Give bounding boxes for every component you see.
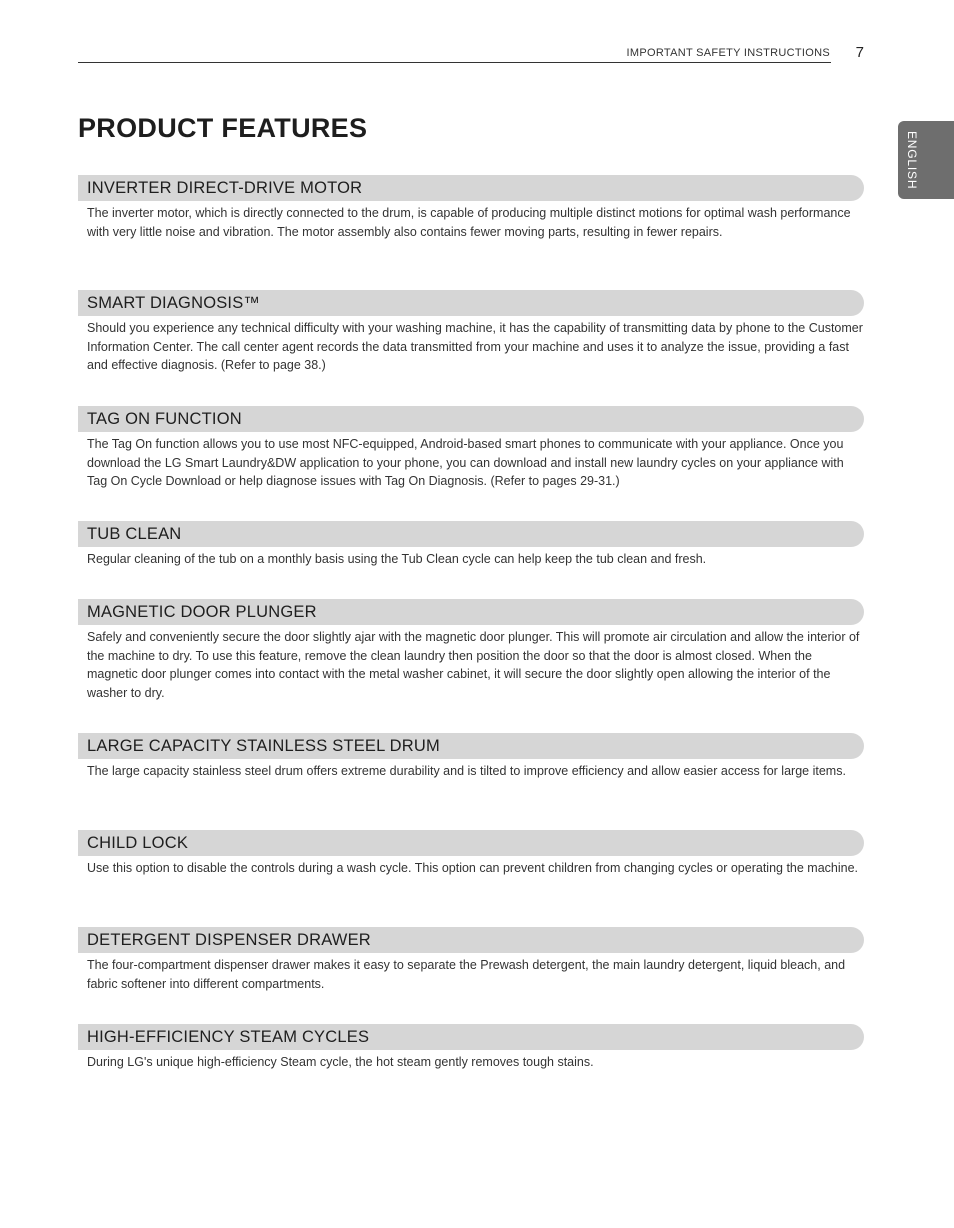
- feature-inverter-motor: [78, 175, 864, 290]
- feature-heading: HIGH-EFFICIENCY STEAM CYCLES: [87, 1027, 370, 1046]
- feature-stainless-drum: [78, 733, 864, 830]
- feature-heading: LARGE CAPACITY STAINLESS STEEL DRUM: [87, 736, 440, 755]
- feature-heading: DETERGENT DISPENSER DRAWER: [87, 930, 371, 949]
- feature-description: The large capacity stainless steel drum offers extreme durability and is tilted to improve efficiency and allow easier access for large items.: [87, 764, 846, 778]
- feature-child-lock: [78, 830, 864, 927]
- language-tab: [898, 121, 954, 199]
- feature-description: During LG's unique high-efficiency Steam cycle, the hot steam gently removes tough stains.: [87, 1055, 594, 1069]
- feature-heading-bar: [78, 599, 864, 625]
- feature-detergent-drawer: [78, 927, 864, 1024]
- feature-heading: INVERTER DIRECT-DRIVE MOTOR: [87, 178, 363, 197]
- feature-heading: CHILD LOCK: [87, 833, 189, 852]
- feature-smart-diagnosis: [78, 290, 864, 406]
- feature-tub-clean: [78, 521, 864, 599]
- feature-heading-bar: [78, 1024, 864, 1050]
- running-header: [78, 44, 864, 63]
- feature-heading-bar: [78, 406, 864, 432]
- feature-heading-bar: [78, 927, 864, 953]
- language-tab-label: ENGLISH: [905, 131, 919, 190]
- feature-heading: TUB CLEAN: [87, 524, 182, 543]
- feature-tag-on: [78, 406, 864, 521]
- feature-heading: TAG ON FUNCTION: [87, 409, 242, 428]
- page-number: 7: [855, 44, 864, 61]
- feature-description: The four-compartment dispenser drawer makes it easy to separate the Prewash detergent, the main laundry detergent, liquid bleach, and fabric softener into different compartments.: [87, 958, 846, 991]
- feature-description: The inverter motor, which is directly connected to the drum, is capable of producing multiple distinct motions for optimal wash performance with very little noise and vibration. The motor assembly also contains fewer moving parts, resulting in fewer repairs.: [87, 206, 851, 239]
- header-section-label: IMPORTANT SAFETY INSTRUCTIONS: [626, 47, 830, 59]
- feature-heading-bar: [78, 830, 864, 856]
- feature-heading-bar: [78, 521, 864, 547]
- feature-description: Safely and conveniently secure the door slightly ajar with the magnetic door plunger. This will promote air circulation and allow the interior of the machine to dry. To use this feature, remove the clean laundry then position the door so that the door is almost closed. When the magnetic door plunger comes into contact with the metal washer cabinet, it will secure the door slightly open allowing the interior of the washer to dry.: [87, 630, 860, 700]
- feature-heading-bar: [78, 733, 864, 759]
- feature-description: Use this option to disable the controls during a wash cycle. This option can prevent children from changing cycles or operating the machine.: [87, 861, 859, 875]
- feature-heading-bar: [78, 290, 864, 316]
- feature-heading: SMART DIAGNOSIS™: [87, 293, 261, 312]
- feature-magnetic-door-plunger: [78, 599, 864, 733]
- features-list: [78, 175, 864, 1084]
- page-title: PRODUCT FEATURES: [78, 113, 368, 143]
- feature-description: Regular cleaning of the tub on a monthly basis using the Tub Clean cycle can help keep the tub clean and fresh.: [87, 552, 707, 566]
- feature-description: Should you experience any technical difficulty with your washing machine, it has the capability of transmitting data by phone to the Customer Information Center. The call center agent records the data transmitted from your machine and uses it to analyze the issue, providing a fast and effective diagnosis. (Refer to page 38.): [87, 321, 863, 372]
- feature-heading: MAGNETIC DOOR PLUNGER: [87, 602, 317, 621]
- header-rule: [78, 62, 831, 63]
- feature-heading-bar: [78, 175, 864, 201]
- feature-steam-cycles: [78, 1024, 864, 1084]
- feature-description: The Tag On function allows you to use most NFC-equipped, Android-based smart phones to communicate with your appliance. Once you download the LG Smart Laundry&DW application to your phone, you can download and install new laundry cycles on your appliance with Tag On Cycle Download or help diagnose issues with Tag On Diagnosis. (Refer to pages 29-31.): [87, 437, 844, 488]
